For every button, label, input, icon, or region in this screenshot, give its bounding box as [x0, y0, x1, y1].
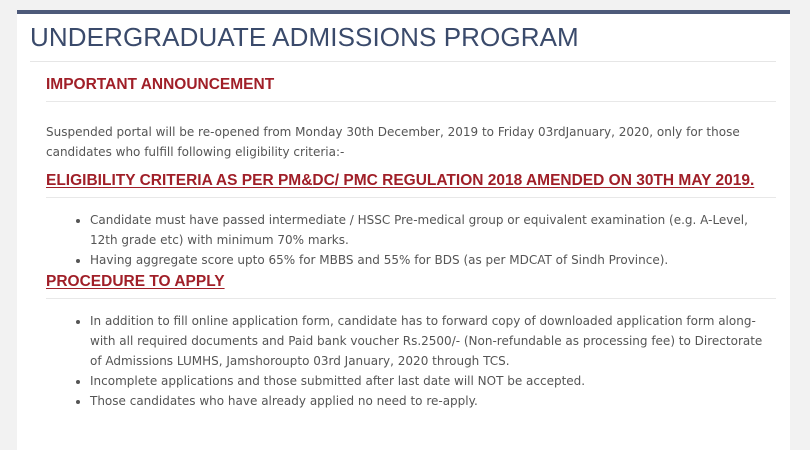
announcement-divider	[46, 101, 776, 102]
eligibility-list	[46, 210, 776, 270]
procedure-list	[46, 311, 776, 411]
eligibility-heading: ELIGIBILITY CRITERIA AS PER PM&DC/ PMC REGULATION 2018 AMENDED ON 30TH MAY 2019.	[46, 172, 755, 189]
list-item: • Candidate must have passed intermediate / HSSC Pre-medical group or equivalent examination (e.g. A-Level, 12th grade etc) with minimum 70% marks.	[90, 210, 776, 250]
page-title: UNDERGRADUATE ADMISSIONS PROGRAM	[30, 22, 579, 52]
content-area	[46, 76, 776, 411]
announcement-text: Suspended portal will be re-opened from Monday 30th December, 2019 to Friday 03rdJanuary, 2020, only for those candidates who fulfill following eligibility criteria:-	[46, 125, 740, 159]
admissions-panel	[17, 10, 790, 450]
list-item: • Having aggregate score upto 65% for MBBS and 55% for BDS (as per MDCAT of Sindh Province).	[90, 250, 776, 270]
announcement-heading: IMPORTANT ANNOUNCEMENT	[46, 76, 275, 93]
list-item: • Incomplete applications and those submitted after last date will NOT be accepted.	[90, 371, 776, 391]
list-item: • In addition to fill online application form, candidate has to forward copy of downloaded application form along-with all required documents and Paid bank voucher Rs.2500/- (Non-refundable as processing fee) to Directorate of Admissions LUMHS, Jamshoroupto 03rd January, 2020 through TCS.	[90, 311, 776, 371]
procedure-divider	[46, 298, 776, 299]
eligibility-divider	[46, 197, 776, 198]
title-divider	[30, 61, 776, 62]
procedure-heading: PROCEDURE TO APPLY	[46, 273, 225, 290]
list-item: • Those candidates who have already applied no need to re-apply.	[90, 391, 776, 411]
